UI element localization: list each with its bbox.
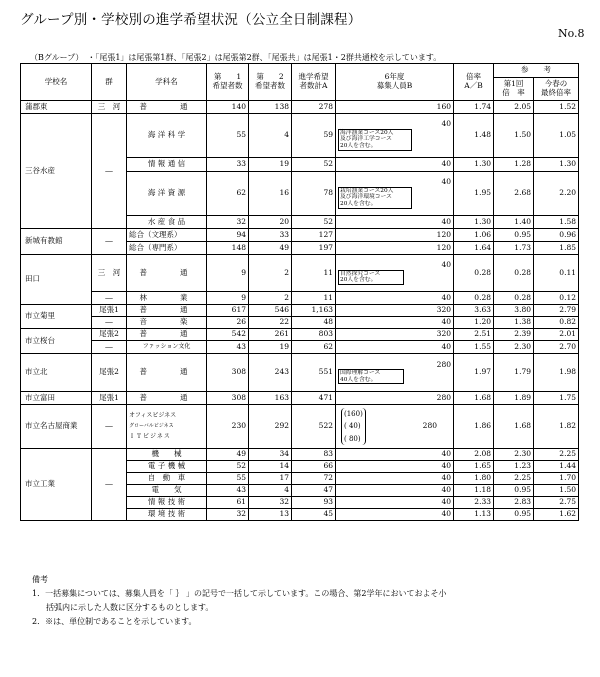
plan-count: 320 <box>336 305 454 317</box>
total-count: 52 <box>292 216 336 229</box>
first-choice-count: 140 <box>207 101 249 114</box>
plan-count: 40 自然探究コース 20人を含む。 <box>336 255 454 292</box>
course-name: 情 報 技 術 <box>127 497 207 509</box>
ratio: 2.33 <box>454 497 494 509</box>
second-choice-count: 19 <box>249 158 292 172</box>
total-count: 197 <box>292 242 336 255</box>
total-count: 78 <box>292 172 336 216</box>
course-name: 普 通 <box>127 392 207 405</box>
header-plan: 6年度 募集人員B <box>336 64 454 101</box>
second-choice-count: 138 <box>249 101 292 114</box>
gun: 尾張1 <box>92 305 127 317</box>
total-count: 66 <box>292 461 336 473</box>
ratio: 1.74 <box>454 101 494 114</box>
ratio: 1.30 <box>454 158 494 172</box>
total-count: 52 <box>292 158 336 172</box>
table-row <box>21 392 579 405</box>
total-count: 93 <box>292 497 336 509</box>
first-choice-count: 9 <box>207 292 249 305</box>
school-name: 田口 <box>21 255 92 305</box>
header-reference: 参 考 <box>494 64 579 78</box>
school-name: 蒲郡東 <box>21 101 92 114</box>
first-round-ratio: 1.40 <box>494 216 534 229</box>
course-name: 機 械 <box>127 449 207 461</box>
school-name: 新城有教館 <box>21 229 92 255</box>
footer-note: 2．※は、単位制であることを示しています。 <box>32 617 197 626</box>
gun: 尾張2 <box>92 329 127 341</box>
total-count: 11 <box>292 255 336 292</box>
page-title: グループ別・学校別の進学希望状況（公立全日制課程） <box>20 12 362 28</box>
ratio: 1.06 <box>454 229 494 242</box>
plan-count: 40 <box>336 485 454 497</box>
ratio: 1.65 <box>454 461 494 473</box>
header-final-ratio: 今春の 最終倍率 <box>534 78 579 101</box>
course-name: 環 境 技 術 <box>127 509 207 521</box>
second-choice-count: 16 <box>249 172 292 216</box>
table-row <box>21 229 579 242</box>
first-choice-count: 542 <box>207 329 249 341</box>
plan-count: 40 <box>336 341 454 354</box>
ratio: 1.48 <box>454 114 494 158</box>
final-ratio: 1.50 <box>534 485 579 497</box>
school-name: 市立名古屋商業 <box>21 405 92 449</box>
course-note: 自然探究コース 20人を含む。 <box>338 270 404 285</box>
final-ratio: 1.98 <box>534 354 579 392</box>
gun: ― <box>92 229 127 255</box>
course-name: 林 業 <box>127 292 207 305</box>
total-count: 48 <box>292 317 336 329</box>
course-name: 海 洋 資 源 <box>127 172 207 216</box>
second-choice-count: 22 <box>249 317 292 329</box>
table-row <box>21 329 579 341</box>
final-ratio: 0.82 <box>534 317 579 329</box>
course-name: 水 産 食 品 <box>127 216 207 229</box>
gun: 三 河 <box>92 101 127 114</box>
ratio: 3.63 <box>454 305 494 317</box>
course-note: 海洋漁業コース20人 及び海洋工学コース 20人を含む。 <box>338 129 412 151</box>
first-round-ratio: 2.30 <box>494 341 534 354</box>
table-row <box>21 405 579 449</box>
header-course: 学科名 <box>127 64 207 101</box>
plan-count: 280 <box>336 392 454 405</box>
footer-note: 1．一括募集については、募集人員を「 ｝ 」の記号で一括して示しています。この場合、第2学年においておよそ小 <box>32 589 447 598</box>
ratio: 1.18 <box>454 485 494 497</box>
final-ratio: 1.05 <box>534 114 579 158</box>
first-round-ratio: 0.95 <box>494 509 534 521</box>
first-round-ratio: 0.28 <box>494 255 534 292</box>
course-name: 普 通 <box>127 101 207 114</box>
course-name: ファッション文化 <box>127 341 207 354</box>
course-name: 情 報 通 信 <box>127 158 207 172</box>
course-name: 普 通 <box>127 305 207 317</box>
first-round-ratio: 2.83 <box>494 497 534 509</box>
ratio: 1.95 <box>454 172 494 216</box>
final-ratio: 0.11 <box>534 255 579 292</box>
ratio: 0.28 <box>454 255 494 292</box>
course-name: 音 楽 <box>127 317 207 329</box>
first-round-ratio: 1.50 <box>494 114 534 158</box>
school-name: 三谷水産 <box>21 114 92 229</box>
plan-count: 40 栽培漁業コース20人 及び海洋環境コース 20人を含む。 <box>336 172 454 216</box>
first-choice-count: 32 <box>207 509 249 521</box>
first-round-ratio: 1.89 <box>494 392 534 405</box>
final-ratio: 2.75 <box>534 497 579 509</box>
second-choice-count: 163 <box>249 392 292 405</box>
group-subtitle: （Bグループ） ・「尾張1」は尾張第1群、「尾張2」は尾張第2群、「尾張共」は尾張1・2群共通校を示しています。 <box>30 53 442 62</box>
first-round-ratio: 0.95 <box>494 229 534 242</box>
ratio: 1.80 <box>454 473 494 485</box>
total-count: 551 <box>292 354 336 392</box>
first-choice-count: 43 <box>207 341 249 354</box>
header-school: 学校名 <box>21 64 92 101</box>
total-count: 127 <box>292 229 336 242</box>
school-name: 市立工業 <box>21 449 92 521</box>
second-choice-count: 19 <box>249 341 292 354</box>
second-choice-count: 32 <box>249 497 292 509</box>
first-round-ratio: 2.25 <box>494 473 534 485</box>
table-row <box>21 305 579 317</box>
table-row <box>21 449 579 461</box>
header-second-choice: 第 2 希望者数 <box>249 64 292 101</box>
ratio: 1.55 <box>454 341 494 354</box>
course-name: 普 通 <box>127 354 207 392</box>
course-name: オフィスビジネス <box>129 412 177 420</box>
plan-count: 40 <box>336 216 454 229</box>
plan-count: 40 <box>336 461 454 473</box>
first-choice-count: 148 <box>207 242 249 255</box>
ratio: 1.30 <box>454 216 494 229</box>
first-round-ratio: 1.23 <box>494 461 534 473</box>
total-count: 47 <box>292 485 336 497</box>
first-choice-count: 55 <box>207 114 249 158</box>
first-choice-count: 61 <box>207 497 249 509</box>
second-choice-count: 261 <box>249 329 292 341</box>
gun: ― <box>92 292 127 305</box>
plan-count: 280 国際理解コース 40人を含む。 <box>336 354 454 392</box>
first-round-ratio: 3.80 <box>494 305 534 317</box>
gun: ― <box>92 449 127 521</box>
final-ratio: 2.25 <box>534 449 579 461</box>
header-ratio: 倍率 A／B <box>454 64 494 101</box>
gun: ― <box>92 405 127 449</box>
total-count: 72 <box>292 473 336 485</box>
first-choice-count: 32 <box>207 216 249 229</box>
first-choice-count: 52 <box>207 461 249 473</box>
first-choice-count: 617 <box>207 305 249 317</box>
first-choice-count: 49 <box>207 449 249 461</box>
table-row <box>21 114 579 158</box>
course-name: 海 洋 科 学 <box>127 114 207 158</box>
second-choice-count: 49 <box>249 242 292 255</box>
ratio: 1.64 <box>454 242 494 255</box>
second-choice-count: 17 <box>249 473 292 485</box>
ratio: 2.51 <box>454 329 494 341</box>
total-count: 278 <box>292 101 336 114</box>
plan-count: 40 <box>336 317 454 329</box>
plan-count: 120 <box>336 242 454 255</box>
table-row <box>21 354 579 392</box>
ratio: 1.97 <box>454 354 494 392</box>
second-choice-count: 292 <box>249 405 292 449</box>
final-ratio: 1.44 <box>534 461 579 473</box>
header-total: 進学希望 者数計A <box>292 64 336 101</box>
plan-count: 40 海洋漁業コース20人 及び海洋工学コース 20人を含む。 <box>336 114 454 158</box>
second-choice-count: 4 <box>249 114 292 158</box>
first-round-ratio: 2.30 <box>494 449 534 461</box>
course-name: 電 気 <box>127 485 207 497</box>
plan-count: 320 <box>336 329 454 341</box>
second-choice-count: 34 <box>249 449 292 461</box>
first-choice-count: 94 <box>207 229 249 242</box>
course-name: グローバルビジネス <box>129 422 174 429</box>
second-choice-count: 2 <box>249 292 292 305</box>
final-ratio: 1.52 <box>534 101 579 114</box>
header-first-choice: 第 1 希望者数 <box>207 64 249 101</box>
first-choice-count: 55 <box>207 473 249 485</box>
second-choice-count: 20 <box>249 216 292 229</box>
first-round-ratio: 2.39 <box>494 329 534 341</box>
course-name: 普 通 <box>127 255 207 292</box>
first-round-ratio: 1.68 <box>494 405 534 449</box>
footer-note: 括弧内に示した人数に区分するものとします。 <box>46 603 214 612</box>
first-round-ratio: 0.28 <box>494 292 534 305</box>
first-choice-count: 230 <box>207 405 249 449</box>
final-ratio: 1.82 <box>534 405 579 449</box>
gun: ― <box>92 114 127 229</box>
plan-count: (160) ( 40) ( 80) 280 <box>336 405 454 449</box>
plan-count: 40 <box>336 509 454 521</box>
final-ratio: 2.70 <box>534 341 579 354</box>
final-ratio: 1.85 <box>534 242 579 255</box>
bracket-count: ( 80) <box>344 434 361 443</box>
table-row <box>21 292 579 305</box>
ratio: 0.28 <box>454 292 494 305</box>
final-ratio: 1.62 <box>534 509 579 521</box>
table-row <box>21 341 579 354</box>
course-note: 栽培漁業コース20人 及び海洋環境コース 20人を含む。 <box>338 187 412 209</box>
header-gun: 群 <box>92 64 127 101</box>
first-round-ratio: 2.68 <box>494 172 534 216</box>
second-choice-count: 33 <box>249 229 292 242</box>
school-name: 市立桜台 <box>21 329 92 354</box>
second-choice-count: 546 <box>249 305 292 317</box>
plan-count: 120 <box>336 229 454 242</box>
first-choice-count: 43 <box>207 485 249 497</box>
final-ratio: 2.20 <box>534 172 579 216</box>
total-count: 45 <box>292 509 336 521</box>
page-number: No.8 <box>558 27 585 40</box>
gun: 尾張2 <box>92 354 127 392</box>
course-note: 国際理解コース 40人を含む。 <box>338 369 404 384</box>
second-choice-count: 243 <box>249 354 292 392</box>
header-first-round: 第1回 倍 率 <box>494 78 534 101</box>
gun: ― <box>92 317 127 329</box>
bracket-count: ( 40) <box>344 422 361 431</box>
course-name: 自 動 車 <box>127 473 207 485</box>
plan-count: 40 <box>336 497 454 509</box>
bracket-count: (160) <box>344 410 363 419</box>
first-choice-count: 62 <box>207 172 249 216</box>
total-count: 471 <box>292 392 336 405</box>
final-ratio: 2.79 <box>534 305 579 317</box>
total-count: 83 <box>292 449 336 461</box>
second-choice-count: 13 <box>249 509 292 521</box>
school-name: 市立北 <box>21 354 92 392</box>
table-row <box>21 101 579 114</box>
final-ratio: 1.75 <box>534 392 579 405</box>
gun: ― <box>92 341 127 354</box>
plan-count: 40 <box>336 158 454 172</box>
second-choice-count: 2 <box>249 255 292 292</box>
total-count: 1,163 <box>292 305 336 317</box>
ratio: 1.20 <box>454 317 494 329</box>
plan-count: 160 <box>336 101 454 114</box>
admission-table <box>20 63 579 521</box>
first-round-ratio: 1.79 <box>494 354 534 392</box>
total-count: 522 <box>292 405 336 449</box>
gun: 三 河 <box>92 255 127 292</box>
ratio: 1.86 <box>454 405 494 449</box>
course-name: 総合（文理系） <box>127 229 207 242</box>
first-round-ratio: 1.73 <box>494 242 534 255</box>
first-round-ratio: 1.28 <box>494 158 534 172</box>
course-name: 総合（専門系） <box>127 242 207 255</box>
ratio: 1.68 <box>454 392 494 405</box>
final-ratio: 1.58 <box>534 216 579 229</box>
first-round-ratio: 0.95 <box>494 485 534 497</box>
footer-heading: 備考 <box>32 575 48 584</box>
second-choice-count: 4 <box>249 485 292 497</box>
first-round-ratio: 2.05 <box>494 101 534 114</box>
first-round-ratio: 1.38 <box>494 317 534 329</box>
course-name: ＩＴビジネス <box>129 433 171 441</box>
course-name: 普 通 <box>127 329 207 341</box>
total-count: 803 <box>292 329 336 341</box>
total-count: 62 <box>292 341 336 354</box>
total-count: 59 <box>292 114 336 158</box>
second-choice-count: 14 <box>249 461 292 473</box>
plan-count: 40 <box>336 449 454 461</box>
school-name: 市立富田 <box>21 392 92 405</box>
gun: 尾張1 <box>92 392 127 405</box>
table-row <box>21 255 579 292</box>
final-ratio: 1.30 <box>534 158 579 172</box>
first-choice-count: 9 <box>207 255 249 292</box>
first-choice-count: 308 <box>207 354 249 392</box>
final-ratio: 0.12 <box>534 292 579 305</box>
final-ratio: 0.96 <box>534 229 579 242</box>
total-count: 11 <box>292 292 336 305</box>
first-choice-count: 26 <box>207 317 249 329</box>
ratio: 1.13 <box>454 509 494 521</box>
course-name: 電 子 機 械 <box>127 461 207 473</box>
plan-count: 40 <box>336 473 454 485</box>
final-ratio: 1.70 <box>534 473 579 485</box>
school-name: 市立菊里 <box>21 305 92 329</box>
plan-count: 40 <box>336 292 454 305</box>
first-choice-count: 308 <box>207 392 249 405</box>
table-row <box>21 317 579 329</box>
first-choice-count: 33 <box>207 158 249 172</box>
ratio: 2.08 <box>454 449 494 461</box>
course-name-group <box>127 405 207 449</box>
final-ratio: 2.01 <box>534 329 579 341</box>
